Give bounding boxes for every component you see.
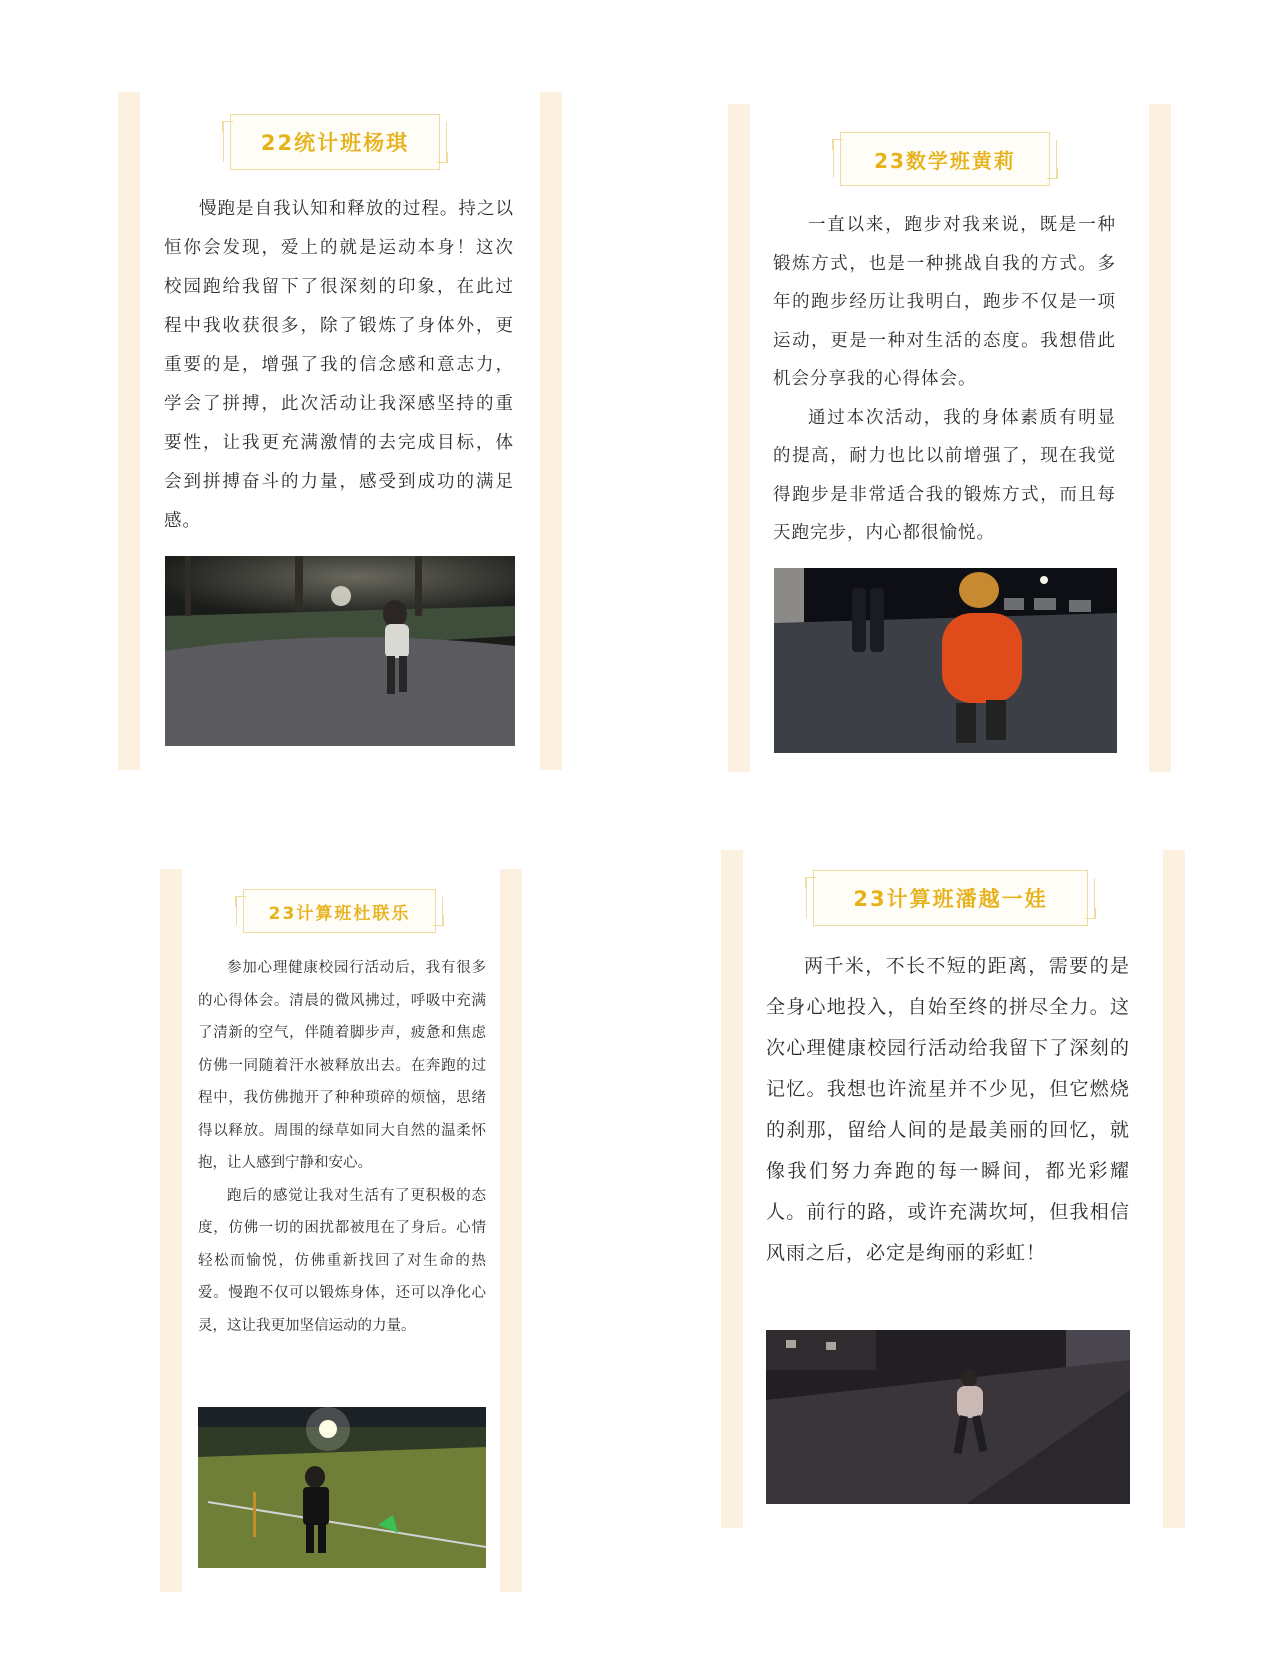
reflection-card-1: [118, 92, 562, 770]
night-field-photo: [198, 1407, 486, 1568]
card-border-left: [160, 869, 182, 1592]
reflection-card-4: [721, 850, 1185, 1528]
card-text: [773, 206, 1116, 553]
reflection-card-3: [160, 869, 522, 1592]
card-border-right: [540, 92, 562, 770]
paragraph: 参加心理健康校园行活动后，我有很多的心得体会。清晨的微风拂过，呼吸中充满了清新的空气，伴随着脚步声，疲惫和焦虑仿佛一同随着汗水被释放出去。在奔跑的过程中，我仿佛抛开了种种琐碎的烦恼，思绪得以释放。周围的绿草如同大自然的温柔怀抱，让人感到宁静和安心。: [198, 960, 486, 1171]
night-run-photo: [165, 556, 515, 746]
card-text: [766, 946, 1130, 1274]
paragraph: 两千米，不长不短的距离，需要的是全身心地投入，自始至终的拼尽全力。这次心理健康校园行活动给我留下了深刻的记忆。我想也许流星并不少见，但它燃烧的刹那，留给人间的是最美丽的回忆，就像我们努力奔跑的每一瞬间，都光彩耀人。前行的路，或许充满坎坷，但我相信风雨之后，必定是绚丽的彩虹！: [766, 955, 1130, 1264]
card-title: 23计算班潘越一娃: [813, 870, 1088, 926]
card-title: 23数学班黄莉: [840, 132, 1050, 186]
reflection-card-2: [728, 104, 1171, 772]
paragraph: 通过本次活动，我的身体素质有明显的提高，耐力也比以前增强了，现在我觉得跑步是非常适合我的锻炼方式，而且每天跑完步，内心都很愉悦。: [773, 407, 1116, 543]
paragraph: 慢跑是自我认知和释放的过程。持之以恒你会发现，爱上的就是运动本身！这次校园跑给我留下了很深刻的印象，在此过程中我收获很多，除了锻炼了身体外，更重要的是，增强了我的信念感和意志力，学会了拼搏，此次活动让我深感坚持的重要性，让我更充满激情的去完成目标，体会到拼搏奋斗的力量，感受到成功的满足感。: [164, 199, 514, 531]
card-border-right: [1163, 850, 1185, 1528]
paragraph: 跑后的感觉让我对生活有了更积极的态度，仿佛一切的困扰都被甩在了身后。心情轻松而愉悦，仿佛重新找回了对生命的热爱。慢跑不仅可以锻炼身体，还可以净化心灵，这让我更加坚信运动的力量。: [198, 1187, 486, 1334]
card-border-left: [118, 92, 140, 770]
card-text: [198, 952, 486, 1342]
card-text: [164, 190, 514, 541]
card-title: 22统计班杨琪: [230, 114, 440, 170]
card-border-left: [728, 104, 750, 772]
night-run-photo: [766, 1330, 1130, 1504]
card-border-right: [1149, 104, 1171, 772]
card-border-right: [500, 869, 522, 1592]
night-run-photo: [774, 568, 1117, 753]
card-border-left: [721, 850, 743, 1528]
card-title: 23计算班杜联乐: [243, 889, 436, 933]
paragraph: 一直以来，跑步对我来说，既是一种锻炼方式，也是一种挑战自我的方式。多年的跑步经历让我明白，跑步不仅是一项运动，更是一种对生活的态度。我想借此机会分享我的心得体会。: [773, 215, 1116, 389]
